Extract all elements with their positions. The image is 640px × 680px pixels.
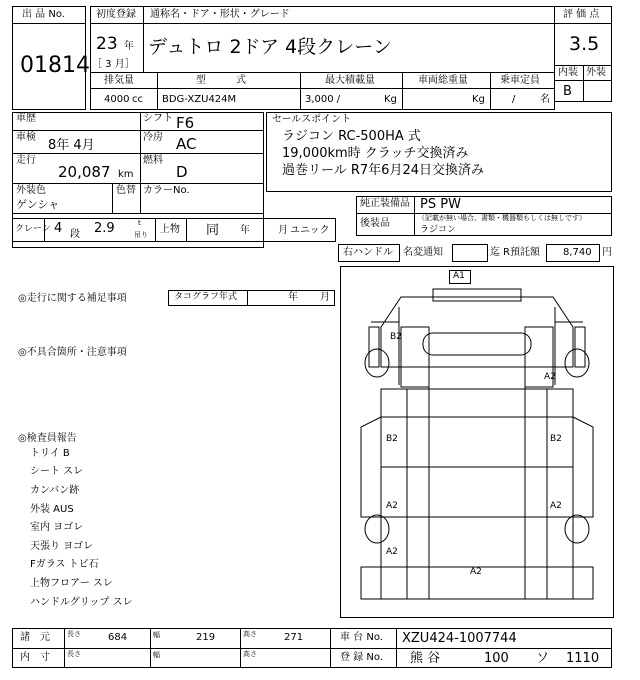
interior-label: 内装 [558,67,578,78]
ac-label: 冷房 [143,132,163,143]
interior-grade: B [563,84,572,99]
chassis-label: 車 台 No. [340,632,383,643]
mark-a2-rear: A2 [470,567,482,577]
truck-diagram-frame [340,266,614,618]
year-unit: 年 [124,41,134,52]
interior-dims-label: 内 寸 [20,652,50,663]
supplement-title: ◎走行に関する補足事項 [18,293,127,304]
length-value: 684 [108,632,128,643]
first-reg-label: 初度登録 [96,9,136,20]
exterior-label: 外装 [586,67,606,78]
tacho-label: タコグラフ年式 [174,292,238,302]
displacement-unit: cc [132,94,143,105]
fuel-value: D [176,163,188,181]
inspector-title: ◎検査員報告 [18,433,77,444]
width-label: 幅 [153,631,160,639]
genuine-label: 純正装備品 [360,198,410,209]
inspector-line-2: シート スレ [30,466,84,477]
color-no-label: カラーNo. [143,185,190,196]
recycle-amount: 8,740 [563,247,592,258]
ac-value: AC [176,135,197,153]
capacity-label: 乗車定員 [500,75,540,86]
right-hand-label: 右ハンドル [343,247,393,258]
length-label: 長さ [67,630,81,638]
mark-a2-left-bottom: A2 [386,547,398,557]
fuel-label: 燃料 [143,155,163,166]
forward-label: 迄 [490,247,500,258]
truck-diagram [341,267,613,617]
mark-a2-right-rear: A2 [550,501,562,511]
inspection-value: 8年 4月 [48,138,95,153]
width-value: 219 [196,632,216,643]
crane-stage: 4 [54,221,63,236]
displacement-label: 排気量 [104,75,134,86]
recycle-unit: 円 [602,247,612,258]
chassis-number: XZU424-1007744 [402,631,517,646]
mark-b2-front: B2 [390,332,402,342]
color-change-label: 色替 [116,185,136,196]
crane-load: 2.9 [94,221,115,236]
inspection-label: 車検 [16,132,36,143]
first-reg-month: ［ 3 月］ [92,59,135,70]
upper-label: 上物 [160,224,180,235]
mark-a2-left-rear: A2 [386,501,398,511]
aftermarket-label: 後装品 [360,218,390,229]
shift-value: F6 [176,114,195,132]
aftermarket-note: （記載が無い場合、書類・機器類もしくは無しです） [418,214,586,222]
name-label: 通称名・ドア・形状・グレード [150,9,290,20]
crane-load-unit: t [138,219,141,227]
aftermarket-value: ラジコン [420,225,457,235]
mileage-value: 20,087 [58,163,111,181]
reg-kana: ソ [536,651,550,666]
color-label: 外装色 [16,185,46,196]
spec-label-row [90,72,555,89]
mark-b2-right: B2 [550,434,562,444]
tacho-year: 年 [288,292,298,303]
name-change-label: 名変通知 [403,247,443,258]
inspector-line-4: 外装 AUS [30,504,74,515]
lot-label: 出 品 No. [22,9,65,20]
inspector-line-8: 上物フロアー スレ [30,578,113,589]
height-label-2: 高さ [243,650,257,658]
max-load-value: 3,000 / [305,94,341,105]
exterior-grade-box [583,80,612,102]
max-load-label: 最大積載量 [325,75,375,86]
inspector-line-7: Fガラス トビ石 [30,559,99,570]
dims-label: 諸 元 [20,632,50,643]
reg-class: 100 [484,651,509,666]
inspector-line-3: カンバン跡 [30,485,80,496]
capacity-unit: 名 [540,94,550,105]
shift-label: シフト [143,113,173,124]
vehicle-name: デュトロ 2ドア 4段クレーン [148,36,392,58]
upper-month: 月 [278,225,288,236]
crane-stage-unit: 段 [70,229,80,240]
model-label: 型 式 [196,75,246,86]
genuine-value: PS PW [420,197,461,212]
displacement-value: 4000 [104,94,130,105]
inspector-line-9: ハンドルグリップ スレ [30,597,133,608]
upper-maker: ユニック [290,225,330,236]
model-value: BDG-XZU424M [162,94,237,105]
reg-number: 1110 [566,651,600,666]
inspector-line-5: 室内 ヨゴレ [30,522,84,533]
sales-line-1: ラジコン RC-500HA 式 [282,129,421,144]
sales-line-2: 19,000km時 クラッチ交換済み [282,146,469,161]
recycle-label: R預託額 [503,247,540,258]
mark-b2-left: B2 [386,434,398,444]
overall-grade: 3.5 [569,33,600,55]
inspector-line-6: 天張り ヨゴレ [30,541,94,552]
name-change-box [452,244,488,262]
height-value: 271 [284,632,304,643]
width-label-2: 幅 [153,651,160,659]
tacho-month: 月 [320,292,330,303]
reg-label: 登 録 No. [340,652,383,663]
mark-a2-right-front: A2 [544,372,556,382]
height-label: 高さ [243,630,257,638]
sales-point-label: セールスポイント [272,114,352,125]
mark-a1: A1 [453,271,465,281]
color-value: ゲンシャ [16,198,60,211]
mileage-unit: km [118,169,134,180]
sales-line-3: 過巻リール R7年6月24日交換済み [282,163,484,178]
max-load-unit: Kg [384,94,397,105]
upper-year: 年 [240,225,250,236]
crane-label: クレーン [15,224,51,234]
gross-weight-label: 車両総重量 [418,75,468,86]
length-label-2: 長さ [67,650,81,658]
first-reg-year: 23 [96,34,118,54]
crane-load-sub: 吊り [134,231,148,239]
defect-title: ◎不具合箇所・注意事項 [18,347,127,358]
capacity-value: / [512,94,516,105]
grade-label: 評 価 点 [563,9,600,20]
upper-same: 同 [206,223,220,238]
inspector-line-1: トリイ B [30,448,70,459]
mileage-label: 走行 [16,155,36,166]
history-label: 車歴 [16,113,36,124]
gross-weight-unit: Kg [472,94,485,105]
lot-number: 01814 [20,53,90,78]
reg-area: 熊 谷 [410,651,441,666]
